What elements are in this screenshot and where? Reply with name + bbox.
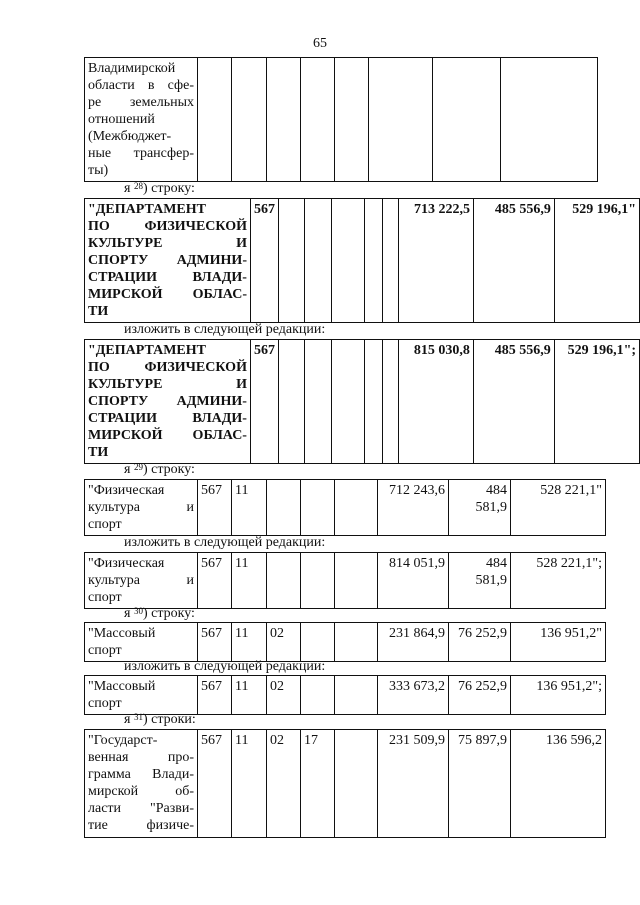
- table-block-mass-sport-new: [84, 675, 606, 715]
- table-block-department-new: [84, 339, 640, 464]
- value-cell-3: 136 951,2": [511, 623, 606, 662]
- caption-row-29: я $^{29}$) строку:: [124, 462, 195, 477]
- caption-edit-1: изложить в следующей редакции:: [124, 322, 326, 337]
- value-cell-2: 485 556,9: [473, 340, 554, 464]
- caption-edit-3: изложить в следующей редакции:: [124, 659, 326, 674]
- name-cell: "ДЕПАРТАМЕНТ ПО ФИЗИЧЕСКОЙ КУЛЬТУРЕ И СПОРТУ АДМИНИ- СТРАЦИИ ВЛАДИ- МИРСКОЙ ОБЛАС- ТИ: [85, 340, 251, 464]
- code-cell: 567: [198, 480, 232, 536]
- table-block-state-program: [84, 729, 606, 838]
- caption-row-28: я $^{28}$) строку:: [124, 181, 195, 196]
- subsection-cell: 02: [267, 676, 301, 715]
- table-block-mass-sport-old: [84, 622, 606, 662]
- subsection-cell: 02: [267, 623, 301, 662]
- code-cell: 567: [198, 553, 232, 609]
- value-cell-3: 528 221,1": [511, 480, 606, 536]
- value-cell-2: 484 581,9: [449, 480, 511, 536]
- caption-row-31: я $^{31}$) строки:: [124, 712, 196, 727]
- caption-edit-2: изложить в следующей редакции:: [124, 535, 326, 550]
- section-cell: 11: [232, 480, 267, 536]
- value-cell-3: 529 196,1": [554, 199, 639, 323]
- value-cell-2: 76 252,9: [449, 676, 511, 715]
- section-cell: 11: [232, 553, 267, 609]
- code-cell: 567: [250, 199, 278, 323]
- value-cell-2: 484 581,9: [449, 553, 511, 609]
- name-cell: "Массовый спорт: [85, 623, 198, 662]
- value-cell-3: 528 221,1";: [511, 553, 606, 609]
- table-block-department-old: [84, 198, 640, 323]
- value-cell-1: 815 030,8: [398, 340, 473, 464]
- subsection-cell: 02: [267, 730, 301, 838]
- name-cell: "Физическая культура и спорт: [85, 480, 198, 536]
- value-cell-3: 136 596,2: [511, 730, 606, 838]
- name-cell: "Физическая культура и спорт: [85, 553, 198, 609]
- name-cell: "Массовый спорт: [85, 676, 198, 715]
- value-cell-1: 713 222,5: [398, 199, 473, 323]
- section-cell: 11: [232, 730, 267, 838]
- value-cell-2: 75 897,9: [449, 730, 511, 838]
- name-cell: Владимирской области в сфе- ре земельных отношений (Межбюджет- ные трансфер- ты): [85, 58, 198, 182]
- section-cell: 11: [232, 623, 267, 662]
- table-block-continuation: [84, 57, 598, 182]
- value-cell-1: 712 243,6: [378, 480, 449, 536]
- caption-row-30: я $^{30}$) строку:: [124, 606, 195, 621]
- section-cell: 11: [232, 676, 267, 715]
- code-cell: 567: [198, 676, 232, 715]
- value-cell-1: 814 051,9: [378, 553, 449, 609]
- name-cell: "ДЕПАРТАМЕНТ ПО ФИЗИЧЕСКОЙ КУЛЬТУРЕ И СПОРТУ АДМИНИ- СТРАЦИИ ВЛАДИ- МИРСКОЙ ОБЛАС- ТИ: [85, 199, 251, 323]
- value-cell-1: 333 673,2: [378, 676, 449, 715]
- value-cell-2: 485 556,9: [473, 199, 554, 323]
- value-cell-2: 76 252,9: [449, 623, 511, 662]
- value-cell-3: 529 196,1";: [554, 340, 639, 464]
- value-cell-1: 231 509,9: [378, 730, 449, 838]
- code-cell: 567: [250, 340, 278, 464]
- target-article-cell: 17: [301, 730, 335, 838]
- table-block-physical-culture-old: [84, 479, 606, 536]
- table-block-physical-culture-new: [84, 552, 606, 609]
- value-cell-1: 231 864,9: [378, 623, 449, 662]
- page-number: 65: [313, 36, 327, 51]
- value-cell-3: 136 951,2";: [511, 676, 606, 715]
- name-cell: "Государст- венная про- грамма Влади- мирской об- ласти "Разви- тие физиче-: [85, 730, 198, 838]
- code-cell: 567: [198, 730, 232, 838]
- code-cell: 567: [198, 623, 232, 662]
